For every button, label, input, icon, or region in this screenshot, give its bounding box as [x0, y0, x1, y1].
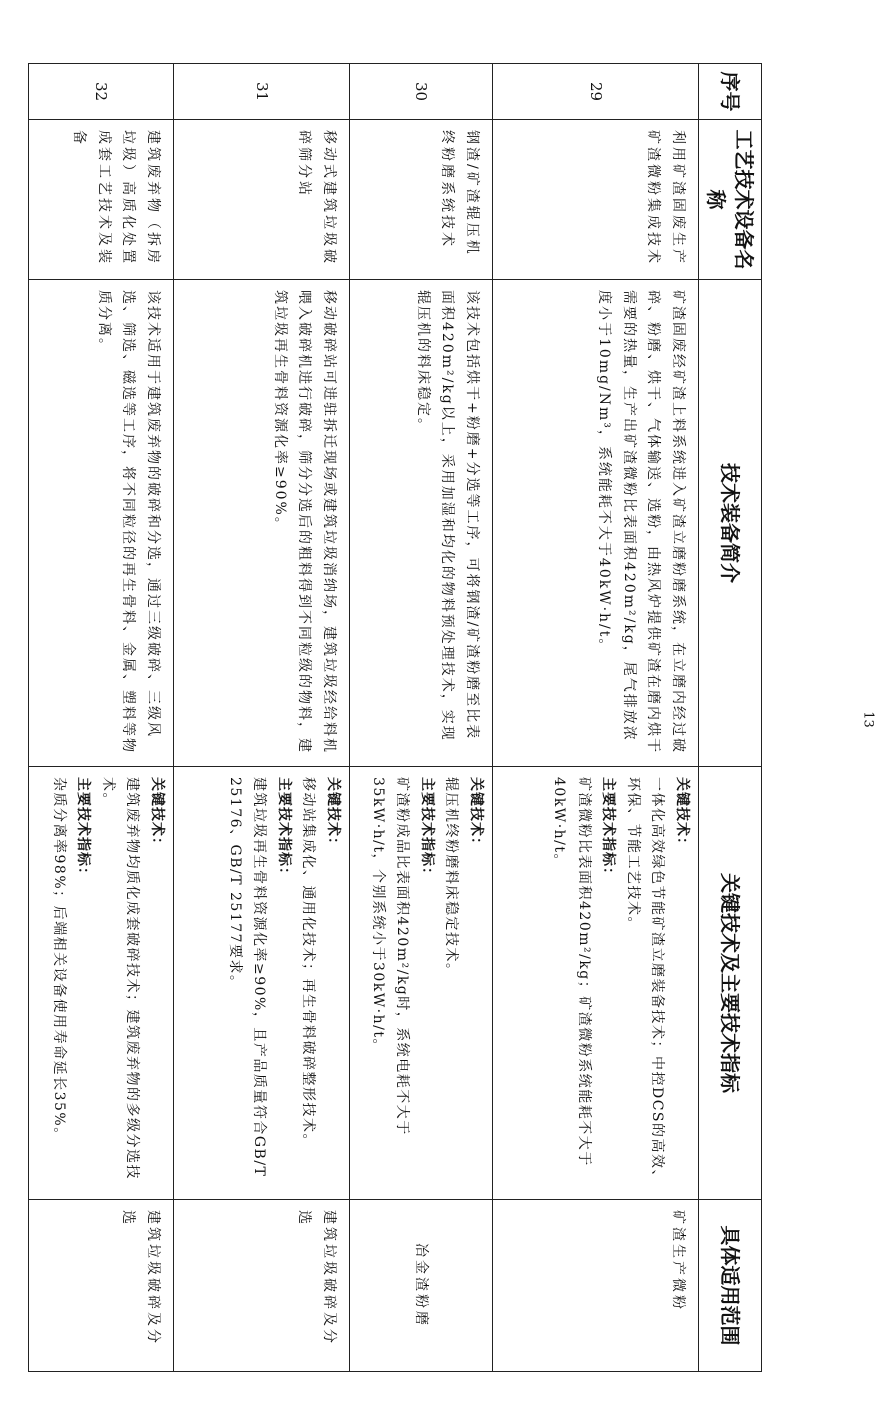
key-index-label: 主要技术指标： — [419, 777, 435, 882]
row-scope: 冶金渣粉磨 — [350, 1200, 493, 1372]
key-tech-text: 移动站集成化、通用化技术；再生骨料破碎整形技术。 — [300, 777, 317, 1149]
key-index-text: 建筑垃圾再生骨料资源化率≥90%，且产品质量符合GB/T 25176、GB/T 25177要求。 — [227, 777, 268, 1178]
row-key — [493, 767, 699, 1200]
row-scope: 矿渣生产微粉 — [493, 1200, 699, 1372]
key-index-text: 杂质分离率98%；后端相关设备使用寿命延长35%。 — [51, 777, 67, 1143]
row-intro: 矿渣固废经矿渣上料系统进入矿渣立磨粉磨系统，在立磨内经过破碎、粉磨、烘干、气体输送、选粉，由热风炉提供矿渣在磨内烘干需要的热量，生产出矿渣微粉比表面积420m²/kg，尾气排放浓度小于10mg/Nm³，系统能耗不大于40kW·h/t。 — [493, 280, 699, 767]
row-number: 31 — [174, 64, 350, 120]
row-name: 利用矿渣固废生产矿渣微粉集成技术 — [493, 120, 699, 280]
header-key: 关键技术及主要技术指标 — [699, 767, 762, 1200]
row-number: 29 — [493, 64, 699, 120]
key-index-text: 矿渣粉成品比表面积420m²/kg时，系统电耗不大于35kW·h/t，个别系统小于30kW·h/t。 — [370, 777, 411, 1136]
row-number: 32 — [29, 64, 174, 120]
key-tech-text: 建筑废弃物均质化成套破碎技术；建筑废弃物的多级分选技术。 — [100, 777, 141, 1180]
key-tech-label: 关键技术： — [325, 777, 341, 852]
key-tech-text: 辊压机终粉磨料床稳定技术。 — [443, 777, 460, 979]
row-name: 建筑废弃物（拆房垃圾）高质化处置成套工艺技术及装备 — [29, 120, 174, 280]
page-number: 13 — [860, 711, 876, 728]
header-intro: 技术装备简介 — [699, 280, 762, 767]
row-key — [174, 767, 350, 1200]
key-tech-label: 关键技术： — [674, 777, 690, 852]
table-row — [29, 64, 174, 1372]
key-tech-label: 关键技术： — [468, 777, 484, 852]
row-name: 钢渣/矿渣辊压机终粉磨系统技术 — [350, 120, 493, 280]
key-index-label: 主要技术指标： — [276, 777, 292, 882]
key-index-label: 主要技术指标： — [600, 777, 617, 882]
key-index-text: 矿渣微粉比表面积420m²/kg；矿渣微粉系统能耗不大于40kW·h/t。 — [551, 777, 592, 1167]
key-tech-text: 一体化高效绿色节能矿渣立磨装备技术；中控DCS的高效、环保、节能工艺技术。 — [625, 777, 666, 1186]
row-intro: 移动破碎站可进驻拆迁现场或建筑垃圾消纳场，建筑垃圾经给料机喂入破碎机进行破碎，筛分分选后的粗料得到不同粒级的物料，建筑垃圾再生骨料资源化率≥90%。 — [174, 280, 350, 767]
header-name: 工艺技术设备名称 — [699, 120, 762, 280]
tech-equipment-table — [28, 63, 762, 1372]
table-header-row — [699, 64, 762, 1372]
rotated-table-container — [29, 63, 762, 1371]
row-number: 30 — [350, 64, 493, 120]
table-row — [174, 64, 350, 1372]
table-row — [350, 64, 493, 1372]
row-key — [29, 767, 174, 1200]
row-scope: 建筑垃圾破碎及分选 — [174, 1200, 350, 1372]
row-intro: 该技术包括烘干+粉磨+分选等工序，可将钢渣/矿渣粉磨至比表面积420m²/kg以上，采用加湿和均化的物料预处理技术，实现辊压机的料床稳定。 — [350, 280, 493, 767]
row-key — [350, 767, 493, 1200]
table-row — [493, 64, 699, 1372]
row-scope: 建筑垃圾破碎及分选 — [29, 1200, 174, 1372]
header-no: 序号 — [699, 64, 762, 120]
key-index-label: 主要技术指标： — [75, 777, 92, 882]
key-tech-label: 关键技术： — [149, 777, 165, 852]
row-name: 移动式建筑垃圾破碎筛分站 — [174, 120, 350, 280]
header-scope: 具体适用范围 — [699, 1200, 762, 1372]
row-intro: 该技术适用于建筑废弃物的破碎和分选，通过三级破碎、三级风选、筛选、磁选等工序，将不同粒径的再生骨料、金属、塑料等物质分离。 — [29, 280, 174, 767]
